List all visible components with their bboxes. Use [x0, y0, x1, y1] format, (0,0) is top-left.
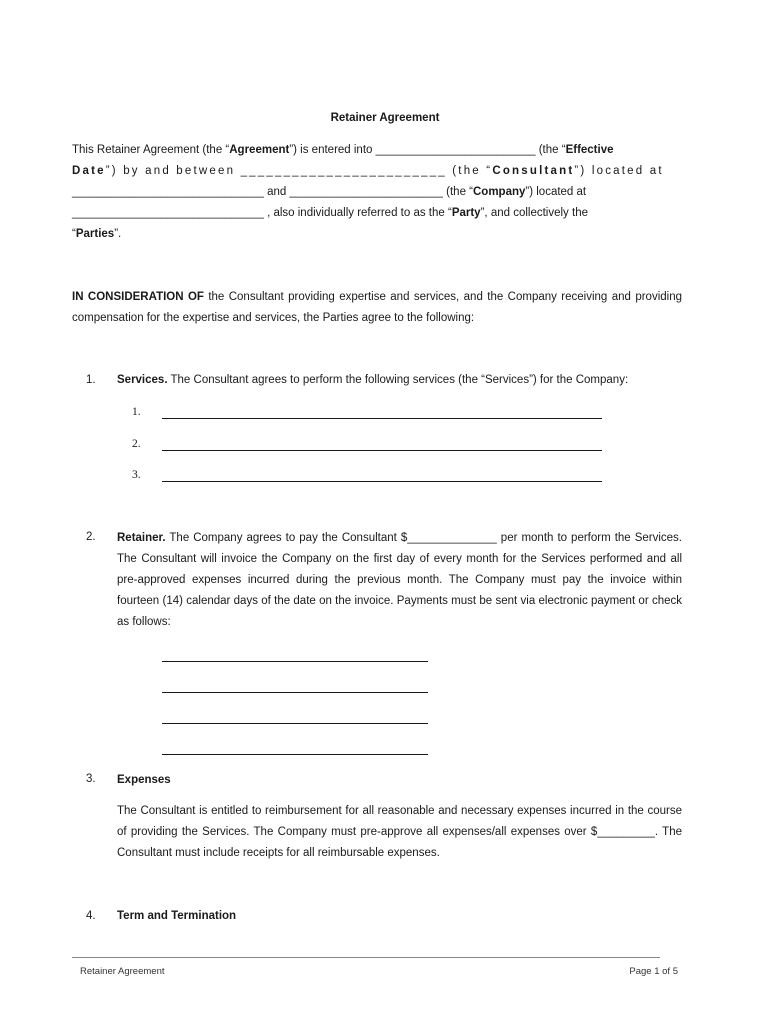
section-number: 1.: [86, 374, 96, 386]
section-number: 2.: [86, 531, 96, 543]
service-blank-line: [162, 481, 602, 482]
section-number: 4.: [86, 910, 96, 922]
service-blank-line: [162, 418, 602, 419]
service-item-number: 1.: [132, 406, 141, 418]
payment-blank-line: [162, 754, 428, 755]
intro-text: ”) is entered into _________________________ (the “: [289, 144, 566, 156]
term-parties: Parties: [75, 228, 115, 240]
intro-text: ”) located at: [574, 165, 664, 177]
footer-document-name: Retainer Agreement: [80, 966, 165, 977]
section-heading: Retainer.: [117, 532, 166, 544]
term-party: Party: [451, 207, 481, 219]
intro-text: ”.: [114, 228, 122, 240]
intro-text: ”, and collectively the: [480, 207, 588, 219]
service-item-number: 2.: [132, 438, 141, 450]
section-heading: Expenses: [117, 774, 171, 786]
consideration-paragraph: [72, 287, 682, 329]
footer-divider: [72, 957, 660, 958]
term-date: Date: [72, 165, 106, 177]
service-blank-line: [162, 450, 602, 451]
document-title: Retainer Agreement: [330, 112, 440, 124]
term-effective: Effective: [565, 144, 614, 156]
consideration-text: the Consultant providing expertise and services, and the Company receiving and providing compensation for the expertise and services, the Parties agree to the following:: [72, 291, 682, 324]
section-services: [117, 370, 682, 391]
intro-paragraph: [72, 140, 682, 245]
intro-text: ______________________________ and ________________________ (the “: [72, 186, 473, 198]
section-expenses-text: The Consultant is entitled to reimbursement for all reasonable and necessary expenses incurred in the course of providing the Services. The Company must pre-approve all expenses/all expenses over $_________. The Consultant must include receipts for all reimbursable expenses.: [117, 805, 682, 859]
intro-text: ______________________________ , also individually referred to as the “: [72, 207, 452, 219]
payment-blank-line: [162, 692, 428, 693]
intro-text: ”) by and between ________________________ (the “: [105, 165, 493, 177]
section-heading: Term and Termination: [117, 910, 237, 922]
term-consultant: Consultant: [492, 165, 575, 177]
section-number: 3.: [86, 773, 96, 785]
consideration-heading: IN CONSIDERATION OF: [72, 291, 204, 303]
section-text: The Company agrees to pay the Consultant $______________ per month to perform the Services. The Consultant will invoice the Company on the first day of every month for the Services performed and all pre-approved expenses incurred during the previous month. The Company must pay the invoice within fourteen (14) calendar days of the date on the invoice. Payments must be sent via electronic payment or check as follows:: [117, 532, 682, 628]
intro-text: This Retainer Agreement (the “: [72, 144, 230, 156]
payment-blank-line: [162, 723, 428, 724]
section-heading: Services.: [117, 374, 168, 386]
term-company: Company: [472, 186, 526, 198]
section-text: The Consultant agrees to perform the following services (the “Services”) for the Company:: [167, 374, 629, 386]
intro-text: ”) located at: [525, 186, 587, 198]
section-term-heading: [117, 906, 682, 927]
footer-page-number: Page 1 of 5: [629, 966, 678, 977]
intro-text: “: [72, 228, 76, 240]
section-retainer: [117, 528, 682, 633]
section-expenses-heading: [117, 770, 682, 791]
payment-blank-line: [162, 661, 428, 662]
service-item-number: 3.: [132, 469, 141, 481]
term-agreement: Agreement: [229, 144, 290, 156]
